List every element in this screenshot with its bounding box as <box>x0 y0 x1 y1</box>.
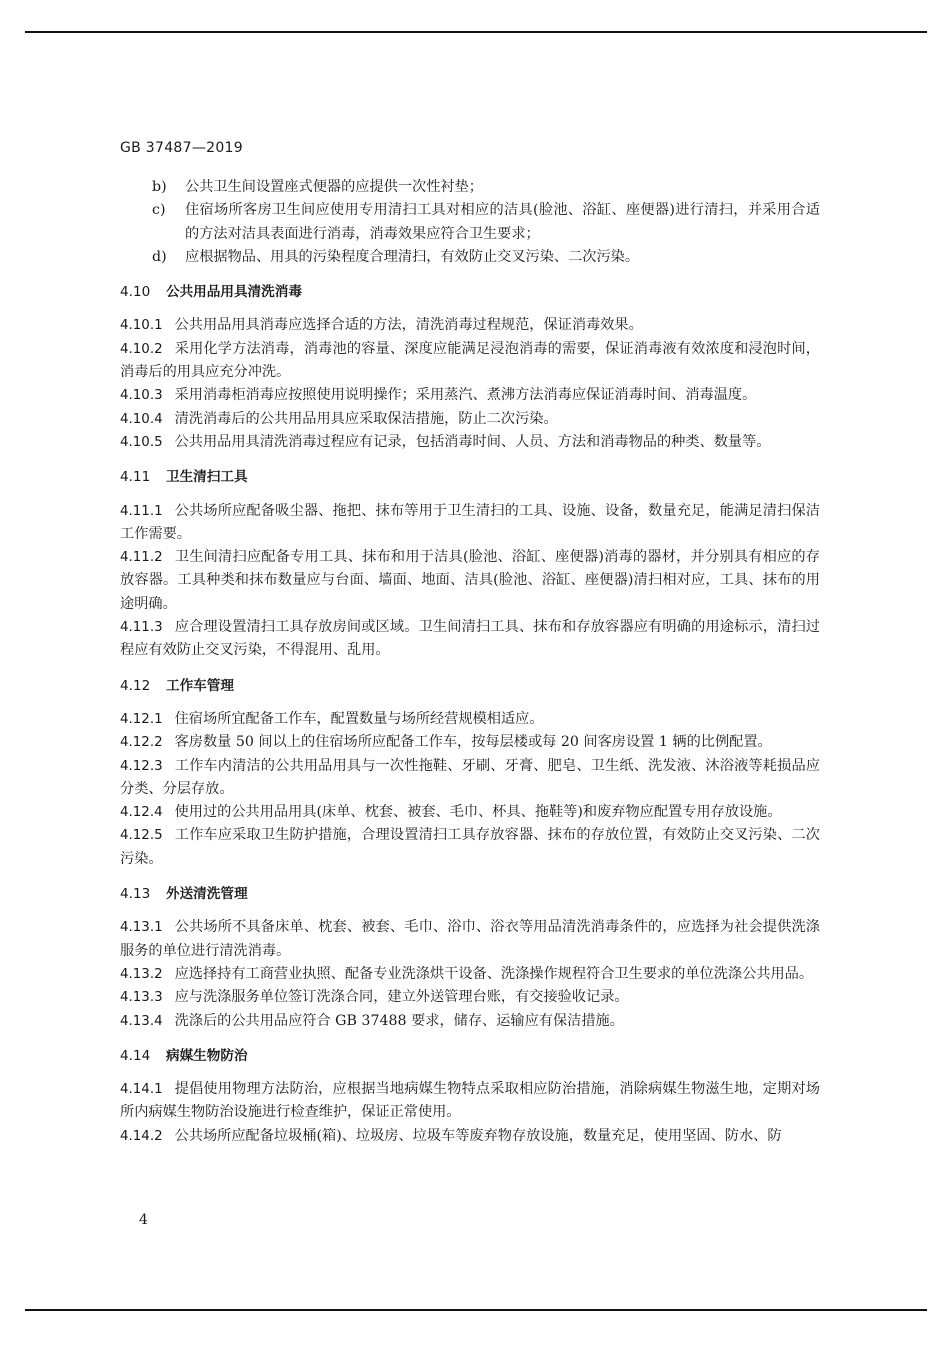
section-4-13 <box>120 883 820 1033</box>
clause-number: 4.10.3 <box>120 388 163 404</box>
clause <box>120 500 820 547</box>
clause <box>120 384 820 407</box>
clause-text: 工作车内清洁的公共用品用具与一次性拖鞋、牙刷、牙膏、肥皂、卫生纸、洗发液、沐浴液等耗损品应分类、分层存放。 <box>120 757 820 797</box>
section-number: 4.11 <box>120 469 151 486</box>
section-number: 4.12 <box>120 677 151 694</box>
clause-text: 应合理设置清扫工具存放房间或区域。卫生间清扫工具、抹布和存放容器应有明确的用途标示，清扫过程应有效防止交叉污染，不得混用、乱用。 <box>120 619 820 659</box>
clause-number: 4.12.5 <box>120 828 163 844</box>
sections <box>120 281 820 1148</box>
list-item <box>120 246 820 269</box>
clause-number: 4.10.4 <box>120 411 163 427</box>
clause-number: 4.11.2 <box>120 550 163 566</box>
clause-text: 公共场所不具备床单、枕套、被套、毛巾、浴巾、浴衣等用品清洗消毒条件的，应选择为社会提供洗涤服务的单位进行清洗消毒。 <box>120 919 820 959</box>
clause-text: 使用过的公共用品用具(床单、枕套、被套、毛巾、杯具、拖鞋等)和废弃物应配置专用存放设施。 <box>174 804 782 821</box>
section-title: 卫生清扫工具 <box>166 469 248 486</box>
clause <box>120 1125 820 1148</box>
clause-text: 采用化学方法消毒，消毒池的容量、深度应能满足浸泡消毒的需要，保证消毒液有效浓度和浸泡时间，消毒后的用具应充分冲洗。 <box>120 340 820 381</box>
clause-number: 4.10.5 <box>120 434 163 450</box>
list-item-marker: b) <box>152 179 167 195</box>
clause <box>120 546 820 616</box>
section-number: 4.14 <box>120 1047 151 1064</box>
clause <box>120 1078 820 1125</box>
section-heading <box>120 675 820 698</box>
clause-text: 公共用品用具清洗消毒过程应有记录，包括消毒时间、人员、方法和消毒物品的种类、数量等。 <box>174 433 771 450</box>
section-4-12 <box>120 675 820 871</box>
clause <box>120 1010 820 1033</box>
clause <box>120 731 820 754</box>
section-title: 外送清洗管理 <box>166 886 248 903</box>
clause-text: 清洗消毒后的公共用品用具应采取保洁措施，防止二次污染。 <box>174 410 558 427</box>
list-item-text: 应根据物品、用具的污染程度合理清扫，有效防止交叉污染、二次污染。 <box>185 248 640 265</box>
clause-text: 公共用品用具消毒应选择合适的方法，清洗消毒过程规范，保证消毒效果。 <box>174 317 643 334</box>
page-number: 4 <box>139 1212 148 1228</box>
clause-text: 客房数量 50 间以上的住宿场所应配备工作车，按每层楼或每 20 间客房设置 1 辆的比例配置。 <box>174 734 772 751</box>
section-title: 工作车管理 <box>166 677 234 694</box>
list-item-text: 住宿场所客房卫生间应使用专用清扫工具对相应的洁具(脸池、浴缸、座便器)进行清扫，并采用合适的方法对洁具表面进行消毒，消毒效果应符合卫生要求； <box>185 202 820 242</box>
section-title: 公共用品用具清洗消毒 <box>166 284 302 301</box>
clause-text: 提倡使用物理方法防治，应根据当地病媒生物特点采取相应防治措施，消除病媒生物滋生地，定期对场所内病媒生物防治设施进行检查维护，保证正常使用。 <box>120 1081 820 1121</box>
header-rule <box>25 31 927 33</box>
clause-text: 公共场所应配备吸尘器、拖把、抹布等用于卫生清扫的工具、设施、设备，数量充足，能满足清扫保洁工作需要。 <box>120 502 820 542</box>
list-item-text: 公共卫生间设置座式便器的应提供一次性衬垫； <box>185 179 483 195</box>
clause <box>120 801 820 824</box>
clause <box>120 431 820 454</box>
standard-number: GB 37487—2019 <box>120 140 243 156</box>
clause <box>120 986 820 1009</box>
clause-number: 4.10.2 <box>120 341 163 357</box>
clause-number: 4.13.2 <box>120 966 163 982</box>
clause <box>120 824 820 871</box>
section-heading <box>120 281 820 304</box>
clause-text: 应选择持有工商营业执照、配备专业洗涤烘干设备、洗涤操作规程符合卫生要求的单位洗涤公共用品。 <box>174 965 814 982</box>
clause-number: 4.12.4 <box>120 805 163 821</box>
clause <box>120 314 820 337</box>
list-items <box>120 176 820 269</box>
list-item <box>120 176 820 199</box>
footer-rule <box>25 1309 927 1311</box>
clause <box>120 408 820 431</box>
clause-number: 4.10.1 <box>120 318 163 334</box>
section-number: 4.13 <box>120 886 151 903</box>
section-4-10 <box>120 281 820 454</box>
clause-text: 住宿场所宜配备工作车，配置数量与场所经营规模相适应。 <box>174 710 544 727</box>
section-4-14 <box>120 1045 820 1148</box>
clause-text: 公共场所应配备垃圾桶(箱)、垃圾房、垃圾车等废弃物存放设施，数量充足，使用坚固、防水、防 <box>174 1127 782 1144</box>
clause-number: 4.13.3 <box>120 990 163 1006</box>
clause-text: 洗涤后的公共用品应符合 GB 37488 要求，储存、运输应有保洁措施。 <box>174 1012 624 1029</box>
section-4-11 <box>120 466 820 662</box>
clause-number: 4.12.3 <box>120 758 163 774</box>
clause <box>120 755 820 802</box>
clause-number: 4.11.3 <box>120 620 163 636</box>
clause-number: 4.13.4 <box>120 1013 163 1029</box>
section-title: 病媒生物防治 <box>166 1047 248 1064</box>
list-item <box>120 199 820 246</box>
section-heading <box>120 1045 820 1068</box>
clause <box>120 708 820 731</box>
clause-number: 4.14.1 <box>120 1082 163 1098</box>
clause-text: 采用消毒柜消毒应按照使用说明操作；采用蒸汽、煮沸方法消毒应保证消毒时间、消毒温度。 <box>174 387 757 404</box>
document-body <box>120 176 820 1148</box>
clause <box>120 338 820 385</box>
clause-number: 4.14.2 <box>120 1128 163 1144</box>
clause-text: 工作车应采取卫生防护措施，合理设置清扫工具存放容器、抹布的存放位置，有效防止交叉污染、二次污染。 <box>120 827 820 867</box>
clause <box>120 616 820 663</box>
list-item-marker: c) <box>152 202 166 219</box>
section-heading <box>120 466 820 489</box>
clause-number: 4.12.1 <box>120 711 163 727</box>
clause <box>120 963 820 986</box>
clause-number: 4.13.1 <box>120 920 163 936</box>
clause-number: 4.12.2 <box>120 735 163 751</box>
clause-text: 卫生间清扫应配备专用工具、抹布和用于洁具(脸池、浴缸、座便器)消毒的器材，并分别具有相应的存放容器。工具种类和抹布数量应与台面、墙面、地面、洁具(脸池、浴缸、座便器)清扫相对应，工具、抹布的用途明确。 <box>120 549 820 612</box>
section-number: 4.10 <box>120 284 151 301</box>
clause-number: 4.11.1 <box>120 503 163 519</box>
clause-text: 应与洗涤服务单位签订洗涤合同，建立外送管理台账，有交接验收记录。 <box>174 989 629 1006</box>
list-item-marker: d) <box>152 248 167 265</box>
section-heading <box>120 883 820 906</box>
clause <box>120 916 820 963</box>
